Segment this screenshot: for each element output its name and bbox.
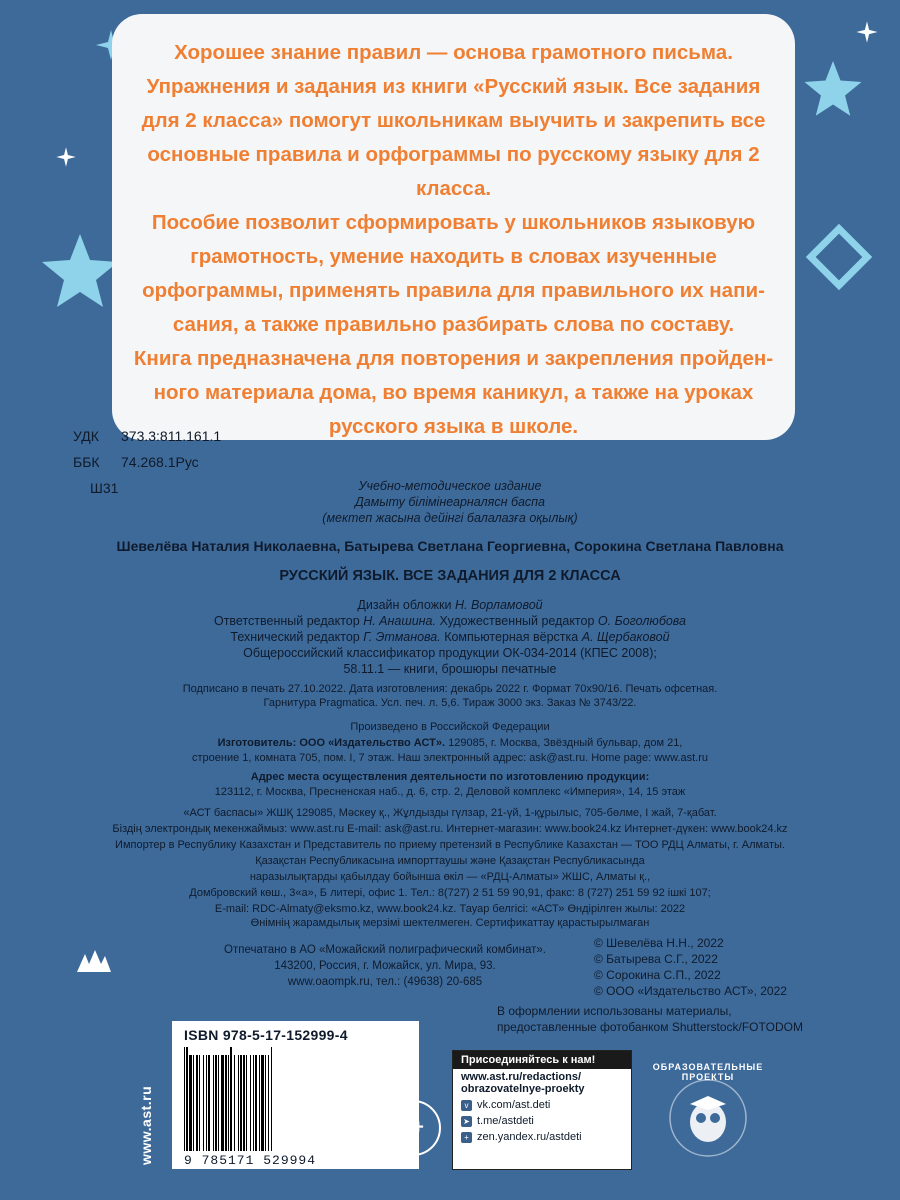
book-title: РУССКИЙ ЯЗЫК. ВСЕ ЗАДАНИЯ ДЛЯ 2 КЛАССА — [279, 568, 621, 584]
educational-projects-logo — [650, 1060, 766, 1176]
kz-info-line: Біздің электрондық мекенжаймыз: www.ast.ru E-mail: ask@ast.ru. Интернет-магазин: www.book24.kz Интернет-дүкен: www.book24.kz — [112, 823, 788, 835]
copyright-list: © Шевелёва Н.Н., 2022 © Батырева С.Г., 2022 © Сорокина С.П., 2022 © ООО «Издательство АСТ», 2022 — [594, 936, 787, 998]
kz-info-line: «АСТ баспасы» ЖШҚ 129085, Мәскеу қ., Жұлдызды гүлзар, 21-үй, 1-құрылыс, 705-бөлме, I жай, 7-қабат. — [183, 807, 717, 819]
author-code: Ш31 — [90, 480, 119, 496]
telegram-icon: ➤ — [461, 1116, 472, 1127]
logo-caption: ОБРАЗОВАТЕЛЬНЫЕ ПРОЕКТЫ — [652, 1062, 764, 1082]
production-place-address: 123112, г. Москва, Пресненская наб., д. 6, стр. 2, Деловой комплекс «Империя», 14, 15 этаж — [214, 786, 686, 798]
star-icon — [803, 58, 863, 118]
barcode-bar — [272, 1047, 273, 1151]
blurb-paragraph: Пособие позволит сформировать у школьников языковую грамотность, умение находить в словах изученные орфограммы, применять правила для правильного их напи- сания, а также правильно разбирать слова по составу. — [142, 211, 765, 336]
production-place-label: Адрес места осуществления деятельности по изготовлению продукции: — [250, 771, 650, 783]
cover-design-credit: Дизайн обложки Н. Ворламовой — [357, 598, 543, 612]
zen-link[interactable]: + zen.yandex.ru/astdeti — [453, 1129, 631, 1145]
sparkle-icon — [855, 20, 879, 44]
blurb-paragraph: Хорошее знание правил — основа грамотного письма. Упражнения и задания из книги «Русский язык. Все задания для 2 класса» помогут школьникам выучить и закрепить все основные правила и орфограммы по русскому языку для 2 класса. — [141, 41, 766, 200]
social-links-box — [452, 1050, 632, 1170]
authors: Шевелёва Наталия Николаевна, Батырева Светлана Георгиевна, Сорокина Светлана Павловна — [116, 538, 784, 554]
edition-type: Учебно-методическое издание — [358, 479, 542, 493]
printer-info: Отпечатано в АО «Можайский полиграфический комбинат». 143200, Россия, г. Можайск, ул. Мира, 93. www.oaompk.ru, тел.: (49638) 20-685 — [224, 944, 546, 988]
age-rating-badge: 6+ — [385, 1100, 441, 1156]
kz-info-line: Импортер в Республику Казахстан и Представитель по приему претензий в Республике Казахстан — ТОО РДЦ Алматы, г. Алматы. — [115, 839, 785, 851]
okpd-line: 58.11.1 — книги, брошюры печатные — [343, 662, 557, 676]
edition-audience-kz: (мектеп жасына дейінгі балалазға оқылық) — [322, 511, 578, 525]
barcode-digits: 9 785171 529994 — [184, 1153, 317, 1168]
vk-link[interactable]: v vk.com/ast.deti — [453, 1097, 631, 1113]
made-in: Произведено в Российской Федерации — [350, 721, 550, 733]
udk-line: УДК 373.3:811.161.1 — [73, 428, 222, 444]
maker-address: строение 1, комната 705, пом. I, 7 этаж. Наш электронный адрес: ask@ast.ru. Home page: www.ast.ru — [192, 752, 708, 764]
isbn-number: ISBN 978-5-17-152999-4 — [184, 1027, 348, 1043]
kz-info-line: Домбровский көш., 3«а», Б литері, офис 1. Тел.: 8(727) 2 51 59 90,91, факс: 8 (727) 251 59 92 ішкі 107; — [189, 887, 711, 899]
kz-info-line: Қазақстан Республикасына импорттаушы және Қазақстан Республикасында — [255, 855, 645, 867]
blurb-paragraph: Книга предназначена для повторения и закрепления пройден- ного материала дома, во время каникул, а также на уроках русского языка в школе. — [133, 347, 774, 438]
maker-line: Изготовитель: ООО «Издательство АСТ». 129085, г. Москва, Звёздный бульвар, дом 21, — [217, 737, 683, 749]
photo-credit: В оформлении использованы материалы, предоставленные фотобанком Shutterstock/FOTODOM — [497, 1004, 803, 1034]
site-link[interactable]: www.ast.ru/redactions/ — [461, 1071, 582, 1083]
print-info: Подписано в печать 27.10.2022. Дата изготовления: декабрь 2022 г. Формат 70х90/16. Печать офсетная. — [182, 683, 718, 695]
site-link[interactable]: obrazovatelnye-proekty — [461, 1083, 585, 1095]
tech-credit: Технический редактор Г. Этманова. Компьютерная вёрстка А. Щербаковой — [230, 630, 670, 644]
kz-info-line: наразылықтарды қабылдау бойынша өкіл — «РДЦ-Алматы» ЖШС, Алматы қ., — [249, 871, 651, 883]
telegram-link[interactable]: ➤ t.me/astdeti — [453, 1113, 631, 1129]
edition-type-kz: Дамыту білімінеарналясн баспа — [354, 495, 546, 509]
isbn-barcode-block — [172, 1021, 419, 1169]
printer-logo-icon — [75, 948, 113, 976]
vk-icon: v — [461, 1100, 472, 1111]
kz-info-line: Өнімнің жарамдылық мерзімі шектелмеген. Сертификаттау қарастырылмаған — [250, 917, 650, 929]
blurb-panel — [112, 14, 795, 440]
print-info: Гарнитура Pragmatica. Усл. печ. л. 5,6. Тираж 3000 экз. Заказ № 3743/22. — [263, 697, 637, 709]
zen-icon: + — [461, 1132, 472, 1143]
okpd-line: Общероссийский классификатор продукции ОК-034-2014 (КПЕС 2008); — [243, 646, 657, 660]
social-heading: Присоединяйтесь к нам! — [453, 1051, 631, 1069]
bbk-line: ББК 74.268.1Рус — [73, 454, 199, 470]
editor-credit: Ответственный редактор Н. Анашина. Художественный редактор О. Боголюбова — [213, 614, 686, 628]
star-icon — [40, 230, 120, 310]
kz-info-line: E-mail: RDC-Almaty@eksmo.kz, www.book24.kz. Тауар белгісі: «АСТ» Өндірілген жылы: 2022 — [214, 903, 686, 915]
diamond-icon — [800, 218, 878, 296]
barcode — [184, 1047, 407, 1151]
site-vertical: www.ast.ru — [138, 1085, 154, 1165]
sparkle-icon — [55, 146, 77, 168]
